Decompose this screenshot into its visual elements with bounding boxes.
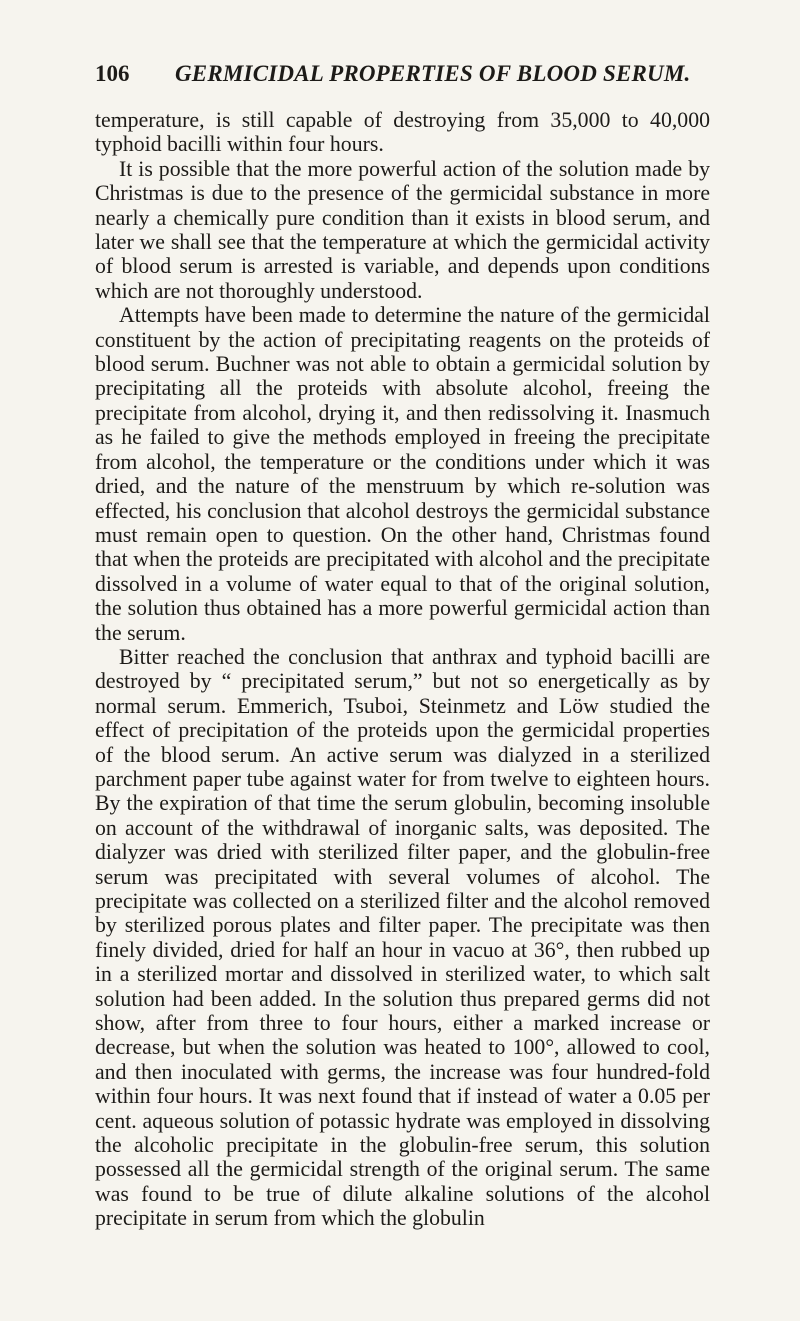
body-text	[95, 108, 710, 1231]
paragraph: Bitter reached the conclusion that anthrax and typhoid bacilli are destroyed by “ precipitated serum,” but not so energetically as by normal serum. Emmerich, Tsuboi, Steinmetz and Löw studied the effect of precipitation of the proteids upon the germicidal properties of the blood serum. An active serum was dialyzed in a sterilized parchment paper tube against water for from twelve to eighteen hours. By the expiration of that time the serum globulin, becoming insoluble on account of the withdrawal of inorganic salts, was deposited. The dialyzer was dried with sterilized filter paper, and the globulin-free serum was precipitated with several volumes of alcohol. The precipitate was collected on a sterilized filter and the alcohol removed by sterilized porous plates and filter paper. The precipitate was then finely divided, dried for half an hour in vacuo at 36°, then rubbed up in a sterilized mortar and dissolved in sterilized water, to which salt solution had been added. In the solution thus prepared germs did not show, after from three to four hours, either a marked increase or decrease, but when the solution was heated to 100°, allowed to cool, and then inoculated with germs, the increase was four hundred-fold within four hours. It was next found that if instead of water a 0.05 per cent. aqueous solution of potassic hydrate was employed in dissolving the alcoholic precipitate in the globulin-free serum, this solution possessed all the germicidal strength of the original serum. The same was found to be true of dilute alkaline solutions of the alcohol precipitate in serum from which the globulin	[95, 644, 710, 1231]
running-head	[95, 58, 710, 90]
running-title: GERMICIDAL PROPERTIES OF BLOOD SERUM.	[175, 61, 691, 86]
paragraph: It is possible that the more powerful action of the solution made by Christmas is due to the presence of the germicidal substance in more nearly a chemically pure condition than it exists in blood serum, and later we shall see that the temperature at which the germicidal activity of blood serum is arrested is variable, and depends upon conditions which are not thoroughly understood.	[95, 156, 710, 303]
page-number: 106	[95, 61, 130, 86]
paragraph: Attempts have been made to determine the nature of the germicidal constituent by the action of precipitating reagents on the proteids of blood serum. Buchner was not able to obtain a germicidal solution by precipitating all the proteids with absolute alcohol, freeing the precipitate from alcohol, drying it, and then redissolving it. Inasmuch as he failed to give the methods employed in freeing the precipitate from alcohol, the temperature or the conditions under which it was dried, and the nature of the menstruum by which re-solution was effected, his conclusion that alcohol destroys the germicidal substance must remain open to question. On the other hand, Christmas found that when the proteids are precipitated with alcohol and the precipitate dissolved in a volume of water equal to that of the original solution, the solution thus obtained has a more powerful germicidal action than the serum.	[95, 303, 710, 645]
paragraph-continuation: temperature, is still capable of destroying from 35,000 to 40,000 typhoid bacilli within four hours.	[95, 108, 710, 157]
